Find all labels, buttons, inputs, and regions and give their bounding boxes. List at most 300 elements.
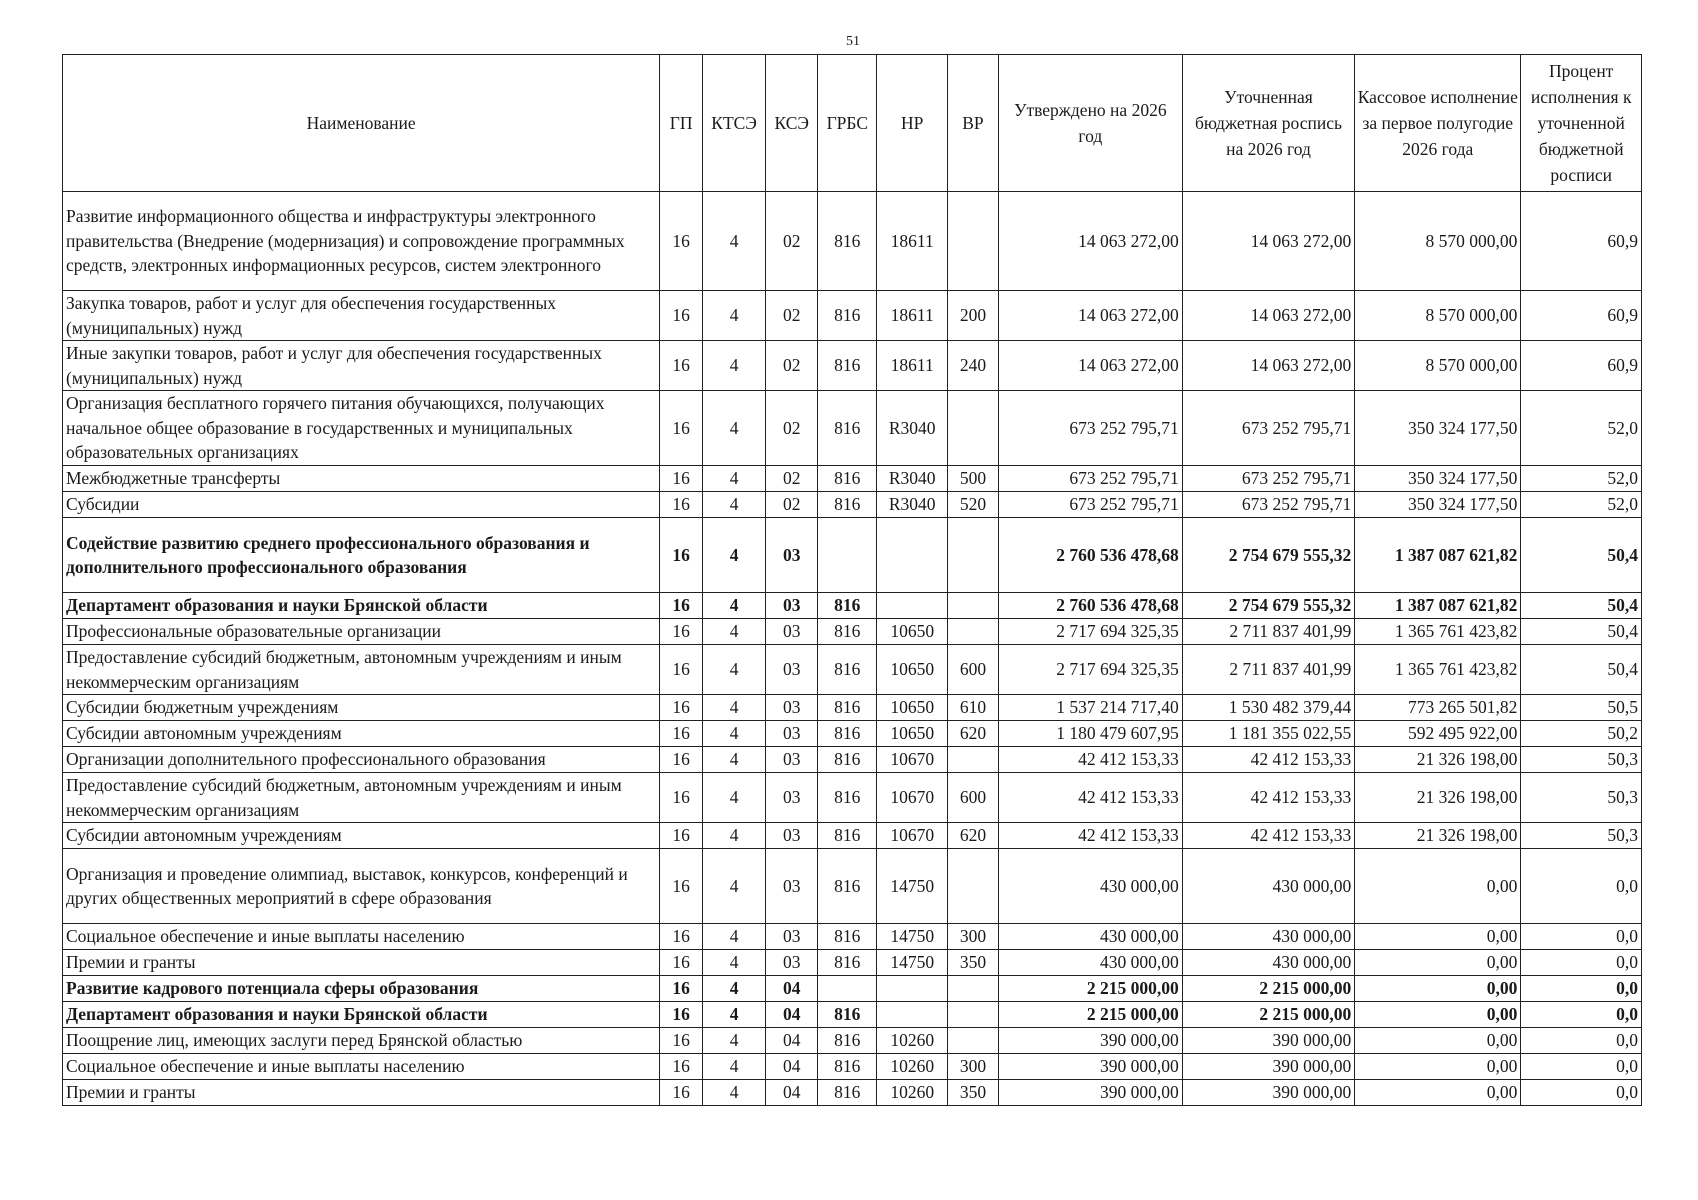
cell-revised: 14 063 272,00 [1182, 291, 1354, 341]
cell-kse: 03 [766, 849, 818, 924]
cell-kse: 03 [766, 747, 818, 773]
cell-name [63, 645, 660, 695]
row-name-text: Премии и гранты [66, 1082, 196, 1103]
cell-approved: 390 000,00 [998, 1054, 1182, 1080]
header-revised: Уточненная бюджетная роспись на 2026 год [1182, 55, 1354, 192]
cell-kse: 03 [766, 619, 818, 645]
cell-kse: 03 [766, 518, 818, 593]
cell-nr: 10650 [877, 645, 948, 695]
cell-gp: 16 [660, 976, 703, 1002]
cell-revised: 42 412 153,33 [1182, 773, 1354, 823]
cell-nr: 18611 [877, 192, 948, 291]
cell-gp: 16 [660, 192, 703, 291]
cell-approved: 14 063 272,00 [998, 192, 1182, 291]
cell-kse: 04 [766, 1080, 818, 1106]
cell-ktse: 4 [702, 1028, 765, 1054]
cell-gp: 16 [660, 849, 703, 924]
cell-percent: 0,0 [1521, 924, 1642, 950]
cell-percent: 50,4 [1521, 518, 1642, 593]
cell-gp: 16 [660, 1002, 703, 1028]
cell-gp: 16 [660, 924, 703, 950]
cell-vr [948, 1028, 999, 1054]
cell-percent: 50,5 [1521, 695, 1642, 721]
cell-ktse: 4 [702, 976, 765, 1002]
cell-name [63, 192, 660, 291]
row-name-text: Предоставление субсидий бюджетным, автономным учреждениям и иным некоммерческим организациям [66, 775, 622, 820]
cell-grbs: 816 [818, 1080, 877, 1106]
cell-approved: 2 717 694 325,35 [998, 645, 1182, 695]
cell-name [63, 518, 660, 593]
cell-approved: 1 537 214 717,40 [998, 695, 1182, 721]
cell-grbs: 816 [818, 1002, 877, 1028]
cell-cash: 1 365 761 423,82 [1355, 619, 1521, 645]
cell-gp: 16 [660, 492, 703, 518]
header-gp: ГП [660, 55, 703, 192]
cell-vr [948, 391, 999, 466]
cell-name [63, 341, 660, 391]
table-row [63, 849, 1642, 924]
cell-name [63, 747, 660, 773]
cell-ktse: 4 [702, 341, 765, 391]
cell-ktse: 4 [702, 695, 765, 721]
cell-nr: R3040 [877, 391, 948, 466]
cell-name [63, 593, 660, 619]
cell-name [63, 619, 660, 645]
cell-kse: 02 [766, 341, 818, 391]
cell-gp: 16 [660, 823, 703, 849]
cell-revised: 673 252 795,71 [1182, 391, 1354, 466]
cell-approved: 2 215 000,00 [998, 1002, 1182, 1028]
cell-gp: 16 [660, 341, 703, 391]
cell-percent: 60,9 [1521, 341, 1642, 391]
cell-percent: 60,9 [1521, 291, 1642, 341]
cell-approved: 430 000,00 [998, 849, 1182, 924]
cell-cash: 1 387 087 621,82 [1355, 518, 1521, 593]
cell-cash: 350 324 177,50 [1355, 492, 1521, 518]
cell-vr [948, 619, 999, 645]
cell-vr: 300 [948, 924, 999, 950]
cell-name [63, 1080, 660, 1106]
cell-ktse: 4 [702, 492, 765, 518]
cell-percent: 0,0 [1521, 1028, 1642, 1054]
cell-approved: 42 412 153,33 [998, 773, 1182, 823]
cell-approved: 430 000,00 [998, 950, 1182, 976]
cell-vr: 610 [948, 695, 999, 721]
row-name-text: Премии и гранты [66, 952, 196, 973]
table-row [63, 645, 1642, 695]
cell-nr [877, 593, 948, 619]
cell-gp: 16 [660, 391, 703, 466]
cell-gp: 16 [660, 950, 703, 976]
cell-percent: 52,0 [1521, 466, 1642, 492]
row-name-text: Социальное обеспечение и иные выплаты населению [66, 1056, 465, 1077]
cell-kse: 03 [766, 773, 818, 823]
cell-vr: 620 [948, 721, 999, 747]
cell-kse: 03 [766, 721, 818, 747]
table-row [63, 950, 1642, 976]
cell-ktse: 4 [702, 1054, 765, 1080]
cell-gp: 16 [660, 695, 703, 721]
cell-percent: 0,0 [1521, 1080, 1642, 1106]
cell-grbs: 816 [818, 1054, 877, 1080]
cell-grbs: 816 [818, 593, 877, 619]
cell-grbs: 816 [818, 619, 877, 645]
table-row [63, 391, 1642, 466]
table-row [63, 695, 1642, 721]
cell-ktse: 4 [702, 721, 765, 747]
cell-gp: 16 [660, 518, 703, 593]
cell-ktse: 4 [702, 823, 765, 849]
row-name-text: Поощрение лиц, имеющих заслуги перед Брянской областью [66, 1030, 523, 1051]
cell-gp: 16 [660, 1028, 703, 1054]
cell-kse: 03 [766, 950, 818, 976]
cell-ktse: 4 [702, 1080, 765, 1106]
cell-approved: 2 760 536 478,68 [998, 518, 1182, 593]
cell-revised: 390 000,00 [1182, 1080, 1354, 1106]
cell-revised: 430 000,00 [1182, 950, 1354, 976]
cell-percent: 50,2 [1521, 721, 1642, 747]
cell-vr: 620 [948, 823, 999, 849]
cell-approved: 42 412 153,33 [998, 747, 1182, 773]
cell-ktse: 4 [702, 593, 765, 619]
page-number: 51 [846, 34, 860, 49]
cell-approved: 2 760 536 478,68 [998, 593, 1182, 619]
cell-vr [948, 518, 999, 593]
cell-grbs: 816 [818, 721, 877, 747]
cell-grbs [818, 976, 877, 1002]
cell-approved: 390 000,00 [998, 1080, 1182, 1106]
cell-grbs: 816 [818, 849, 877, 924]
row-name-text: Организации дополнительного профессионального образования [66, 749, 546, 770]
cell-percent: 0,0 [1521, 1054, 1642, 1080]
cell-approved: 430 000,00 [998, 924, 1182, 950]
cell-nr: R3040 [877, 466, 948, 492]
cell-vr: 200 [948, 291, 999, 341]
cell-cash: 350 324 177,50 [1355, 391, 1521, 466]
table-row [63, 823, 1642, 849]
cell-kse: 02 [766, 492, 818, 518]
cell-name [63, 466, 660, 492]
cell-approved: 673 252 795,71 [998, 466, 1182, 492]
cell-nr: 10670 [877, 823, 948, 849]
cell-vr [948, 747, 999, 773]
header-grbs: ГРБС [818, 55, 877, 192]
cell-nr: 14750 [877, 950, 948, 976]
cell-vr: 600 [948, 645, 999, 695]
cell-kse: 04 [766, 1028, 818, 1054]
row-name-text: Организация и проведение олимпиад, выставок, конкурсов, конференций и других общественных мероприятий в сфере образования [66, 863, 628, 908]
cell-name [63, 950, 660, 976]
table-row [63, 291, 1642, 341]
table-row [63, 492, 1642, 518]
cell-cash: 592 495 922,00 [1355, 721, 1521, 747]
cell-cash: 1 365 761 423,82 [1355, 645, 1521, 695]
cell-ktse: 4 [702, 291, 765, 341]
cell-kse: 03 [766, 823, 818, 849]
cell-name [63, 976, 660, 1002]
cell-cash: 0,00 [1355, 1054, 1521, 1080]
cell-vr: 300 [948, 1054, 999, 1080]
table-row [63, 721, 1642, 747]
cell-grbs [818, 518, 877, 593]
cell-name [63, 695, 660, 721]
cell-nr: 10670 [877, 773, 948, 823]
row-name-text: Профессиональные образовательные организации [66, 621, 442, 642]
cell-ktse: 4 [702, 619, 765, 645]
cell-revised: 2 215 000,00 [1182, 976, 1354, 1002]
table-row [63, 1028, 1642, 1054]
cell-approved: 673 252 795,71 [998, 391, 1182, 466]
cell-gp: 16 [660, 619, 703, 645]
budget-table [62, 54, 1642, 1106]
header-nr: НР [877, 55, 948, 192]
cell-approved: 42 412 153,33 [998, 823, 1182, 849]
cell-vr: 350 [948, 1080, 999, 1106]
table-row [63, 518, 1642, 593]
cell-kse: 02 [766, 466, 818, 492]
cell-cash: 8 570 000,00 [1355, 341, 1521, 391]
cell-percent: 0,0 [1521, 950, 1642, 976]
cell-approved: 1 180 479 607,95 [998, 721, 1182, 747]
cell-cash: 21 326 198,00 [1355, 773, 1521, 823]
row-name-text: Субсидии автономным учреждениям [66, 723, 342, 744]
table-row [63, 1080, 1642, 1106]
cell-gp: 16 [660, 747, 703, 773]
cell-nr: 18611 [877, 341, 948, 391]
cell-name [63, 391, 660, 466]
cell-revised: 430 000,00 [1182, 849, 1354, 924]
cell-nr: 10650 [877, 695, 948, 721]
cell-kse: 03 [766, 695, 818, 721]
cell-cash: 0,00 [1355, 1002, 1521, 1028]
cell-nr: 14750 [877, 849, 948, 924]
cell-vr [948, 192, 999, 291]
row-name-text: Департамент образования и науки Брянской области [66, 595, 488, 616]
cell-cash: 0,00 [1355, 1028, 1521, 1054]
table-row [63, 619, 1642, 645]
cell-revised: 42 412 153,33 [1182, 747, 1354, 773]
cell-vr [948, 1002, 999, 1028]
cell-cash: 0,00 [1355, 950, 1521, 976]
cell-gp: 16 [660, 466, 703, 492]
cell-revised: 673 252 795,71 [1182, 466, 1354, 492]
header-cash: Кассовое исполнение за первое полугодие 2026 года [1355, 55, 1521, 192]
cell-revised: 2 754 679 555,32 [1182, 593, 1354, 619]
cell-percent: 50,4 [1521, 619, 1642, 645]
table-row [63, 976, 1642, 1002]
cell-nr: 10260 [877, 1080, 948, 1106]
cell-approved: 2 215 000,00 [998, 976, 1182, 1002]
cell-name [63, 721, 660, 747]
cell-nr: 10260 [877, 1028, 948, 1054]
cell-percent: 52,0 [1521, 492, 1642, 518]
cell-grbs: 816 [818, 950, 877, 976]
cell-grbs: 816 [818, 391, 877, 466]
cell-cash: 0,00 [1355, 1080, 1521, 1106]
cell-cash: 8 570 000,00 [1355, 192, 1521, 291]
row-name-text: Департамент образования и науки Брянской области [66, 1004, 488, 1025]
cell-gp: 16 [660, 593, 703, 619]
header-ktse: КТСЭ [702, 55, 765, 192]
row-name-text: Организация бесплатного горячего питания обучающихся, получающих начальное общее образование в государственных и муниципальных образовательных организациях [66, 393, 605, 463]
cell-ktse: 4 [702, 950, 765, 976]
cell-ktse: 4 [702, 747, 765, 773]
cell-grbs: 816 [818, 341, 877, 391]
cell-revised: 14 063 272,00 [1182, 341, 1354, 391]
table-row [63, 466, 1642, 492]
cell-percent: 0,0 [1521, 849, 1642, 924]
header-approved: Утверждено на 2026 год [998, 55, 1182, 192]
cell-cash: 350 324 177,50 [1355, 466, 1521, 492]
cell-name [63, 492, 660, 518]
cell-name [63, 1002, 660, 1028]
cell-revised: 2 711 837 401,99 [1182, 645, 1354, 695]
cell-vr: 500 [948, 466, 999, 492]
cell-gp: 16 [660, 721, 703, 747]
cell-revised: 390 000,00 [1182, 1028, 1354, 1054]
cell-revised: 430 000,00 [1182, 924, 1354, 950]
cell-nr: 18611 [877, 291, 948, 341]
cell-cash: 0,00 [1355, 976, 1521, 1002]
cell-gp: 16 [660, 291, 703, 341]
cell-cash: 0,00 [1355, 924, 1521, 950]
cell-name [63, 823, 660, 849]
cell-ktse: 4 [702, 192, 765, 291]
cell-revised: 390 000,00 [1182, 1054, 1354, 1080]
cell-cash: 21 326 198,00 [1355, 823, 1521, 849]
cell-vr: 600 [948, 773, 999, 823]
row-name-text: Развитие кадрового потенциала сферы образования [66, 978, 479, 999]
cell-revised: 1 530 482 379,44 [1182, 695, 1354, 721]
cell-nr [877, 976, 948, 1002]
cell-nr: R3040 [877, 492, 948, 518]
cell-kse: 04 [766, 976, 818, 1002]
row-name-text: Субсидии [66, 494, 140, 515]
header-vr: ВР [948, 55, 999, 192]
cell-gp: 16 [660, 645, 703, 695]
cell-vr [948, 849, 999, 924]
cell-ktse: 4 [702, 924, 765, 950]
cell-percent: 0,0 [1521, 976, 1642, 1002]
row-name-text: Предоставление субсидий бюджетным, автономным учреждениям и иным некоммерческим организациям [66, 647, 622, 692]
cell-nr [877, 1002, 948, 1028]
cell-revised: 2 754 679 555,32 [1182, 518, 1354, 593]
cell-ktse: 4 [702, 466, 765, 492]
table-row [63, 747, 1642, 773]
cell-kse: 02 [766, 192, 818, 291]
cell-grbs: 816 [818, 695, 877, 721]
cell-ktse: 4 [702, 391, 765, 466]
cell-nr: 10650 [877, 721, 948, 747]
cell-approved: 14 063 272,00 [998, 291, 1182, 341]
cell-gp: 16 [660, 1080, 703, 1106]
cell-nr: 10670 [877, 747, 948, 773]
row-name-text: Закупка товаров, работ и услуг для обеспечения государственных (муниципальных) нужд [66, 293, 557, 338]
cell-nr: 14750 [877, 924, 948, 950]
cell-percent: 50,3 [1521, 773, 1642, 823]
row-name-text: Межбюджетные трансферты [66, 468, 281, 489]
cell-vr [948, 976, 999, 1002]
cell-percent: 50,4 [1521, 593, 1642, 619]
cell-approved: 390 000,00 [998, 1028, 1182, 1054]
cell-revised: 2 215 000,00 [1182, 1002, 1354, 1028]
cell-ktse: 4 [702, 645, 765, 695]
cell-grbs: 816 [818, 823, 877, 849]
cell-name [63, 291, 660, 341]
cell-percent: 0,0 [1521, 1002, 1642, 1028]
table-row [63, 1054, 1642, 1080]
cell-percent: 50,3 [1521, 747, 1642, 773]
table-header-row [63, 55, 1642, 192]
cell-gp: 16 [660, 773, 703, 823]
cell-kse: 02 [766, 391, 818, 466]
table-row [63, 924, 1642, 950]
cell-vr: 350 [948, 950, 999, 976]
cell-kse: 04 [766, 1002, 818, 1028]
cell-cash: 0,00 [1355, 849, 1521, 924]
cell-name [63, 1054, 660, 1080]
cell-grbs: 816 [818, 924, 877, 950]
cell-grbs: 816 [818, 747, 877, 773]
row-name-text: Социальное обеспечение и иные выплаты населению [66, 926, 465, 947]
cell-nr: 10260 [877, 1054, 948, 1080]
cell-vr: 240 [948, 341, 999, 391]
cell-vr [948, 593, 999, 619]
cell-revised: 1 181 355 022,55 [1182, 721, 1354, 747]
cell-cash: 1 387 087 621,82 [1355, 593, 1521, 619]
table-body [63, 192, 1642, 1106]
table-row [63, 593, 1642, 619]
row-name-text: Субсидии бюджетным учреждениям [66, 697, 339, 718]
header-kse: КСЭ [766, 55, 818, 192]
cell-grbs: 816 [818, 466, 877, 492]
row-name-text: Развитие информационного общества и инфраструктуры электронного правительства (Внедрение (модернизация) и сопровождение программных средств, электронных информационных ресурсов, систем электронного [66, 206, 625, 276]
row-name-text: Иные закупки товаров, работ и услуг для обеспечения государственных (муниципальных) нужд [66, 343, 602, 388]
cell-name [63, 849, 660, 924]
cell-ktse: 4 [702, 1002, 765, 1028]
cell-kse: 03 [766, 593, 818, 619]
cell-kse: 02 [766, 291, 818, 341]
cell-approved: 673 252 795,71 [998, 492, 1182, 518]
cell-grbs: 816 [818, 492, 877, 518]
cell-grbs: 816 [818, 645, 877, 695]
row-name-text: Субсидии автономным учреждениям [66, 825, 342, 846]
cell-kse: 03 [766, 645, 818, 695]
cell-ktse: 4 [702, 849, 765, 924]
cell-kse: 04 [766, 1054, 818, 1080]
cell-nr: 10650 [877, 619, 948, 645]
cell-grbs: 816 [818, 291, 877, 341]
cell-grbs: 816 [818, 1028, 877, 1054]
cell-cash: 8 570 000,00 [1355, 291, 1521, 341]
cell-ktse: 4 [702, 773, 765, 823]
cell-name [63, 924, 660, 950]
table-row [63, 773, 1642, 823]
table-row [63, 192, 1642, 291]
table-row [63, 1002, 1642, 1028]
cell-cash: 773 265 501,82 [1355, 695, 1521, 721]
cell-approved: 14 063 272,00 [998, 341, 1182, 391]
row-name-text: Содействие развитию среднего профессионального образования и дополнительного профессионального образования [66, 532, 590, 577]
cell-ktse: 4 [702, 518, 765, 593]
cell-approved: 2 717 694 325,35 [998, 619, 1182, 645]
cell-revised: 14 063 272,00 [1182, 192, 1354, 291]
cell-gp: 16 [660, 1054, 703, 1080]
cell-percent: 50,4 [1521, 645, 1642, 695]
cell-percent: 50,3 [1521, 823, 1642, 849]
header-percent: Процент исполнения к уточненной бюджетной росписи [1521, 55, 1642, 192]
cell-vr: 520 [948, 492, 999, 518]
